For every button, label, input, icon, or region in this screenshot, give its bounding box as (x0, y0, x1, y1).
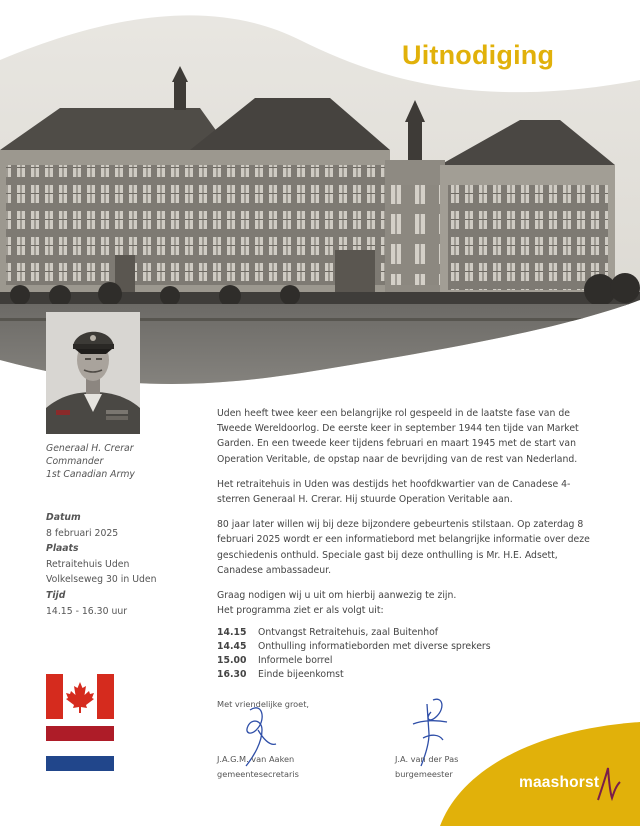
brand-mark-icon (594, 764, 624, 804)
program-desc: Ontvangst Retraitehuis, zaal Buitenhof (258, 627, 439, 639)
program-row (217, 654, 602, 668)
date-label: Datum (46, 512, 81, 523)
paragraph-headquarters: Het retraitehuis in Uden was destijds het hoofdkwartier van de Canadese 4-sterren Generaal H. Crerar. Hij stuurde Operation Veritable aan. (217, 478, 571, 506)
caption-rank: Commander (46, 456, 104, 467)
time-label: Tijd (46, 589, 66, 601)
brand-logo: maashorst (519, 774, 600, 791)
place-line-1: Retraitehuis Uden (46, 558, 130, 570)
program-intro: Het programma ziet er als volgt uit: (217, 605, 384, 617)
page-title: Uitnodiging (402, 40, 555, 70)
program-row (217, 626, 602, 640)
paragraph-history: Uden heeft twee keer een belangrijke rol gespeeld in de laatste fase van de Tweede Wereldoorlog. De eerste keer in september 1944 ten tijde van Market Garden. En een tweede keer tijdens februari en maart 1945 met de start van Operation Veritable, de opstap naar de bevrijding van de rest van Nederland. (217, 408, 579, 465)
place-label: Plaats (46, 543, 79, 555)
event-details (46, 510, 211, 619)
caption-name: Generaal H. Crerar (46, 443, 134, 454)
program-time: 15.00 (217, 655, 247, 667)
paragraph-invite: Graag nodigen wij u uit om hierbij aanwezig te zijn. (217, 590, 457, 602)
canada-flag-icon (46, 674, 114, 719)
portrait-caption (46, 442, 206, 481)
program-time: 14.15 (217, 627, 247, 639)
program-time: 16.30 (217, 669, 247, 681)
program-desc: Onthulling informatieborden met diverse sprekers (258, 641, 491, 653)
closing-regards: Met vriendelijke groet, (217, 699, 310, 709)
date-value: 8 februari 2025 (46, 527, 119, 539)
program-list (217, 626, 602, 682)
signer-name: J.A.G.M. van Aaken (217, 754, 295, 764)
program-row (217, 640, 602, 654)
signer-role: gemeentesecretaris (217, 769, 299, 779)
program-time: 14.45 (217, 641, 247, 653)
program-row (217, 668, 602, 682)
letter-body (217, 406, 602, 682)
general-portrait (46, 312, 140, 434)
place-line-2: Volkelseweg 30 in Uden (46, 574, 157, 586)
program-desc: Informele borrel (258, 655, 333, 667)
netherlands-flag-icon (46, 726, 114, 771)
signer-role: burgemeester (395, 769, 453, 779)
paragraph-unveiling: 80 jaar later willen wij bij deze bijzondere gebeurtenis stilstaan. Op zaterdag 8 februari 2025 wordt er een informatiebord met belangrijke informatie over deze geschiedenis onthuld. Speciale gast bij deze onthulling is Mr. H.E. Adsett, Canadese ambassadeur. (217, 519, 590, 576)
signer-name: J.A. van der Pas (395, 754, 459, 764)
caption-unit: 1st Canadian Army (46, 469, 135, 480)
time-value: 14.15 - 16.30 uur (46, 605, 128, 617)
program-desc: Einde bijeenkomst (258, 669, 344, 681)
signer-secretary (217, 752, 299, 782)
